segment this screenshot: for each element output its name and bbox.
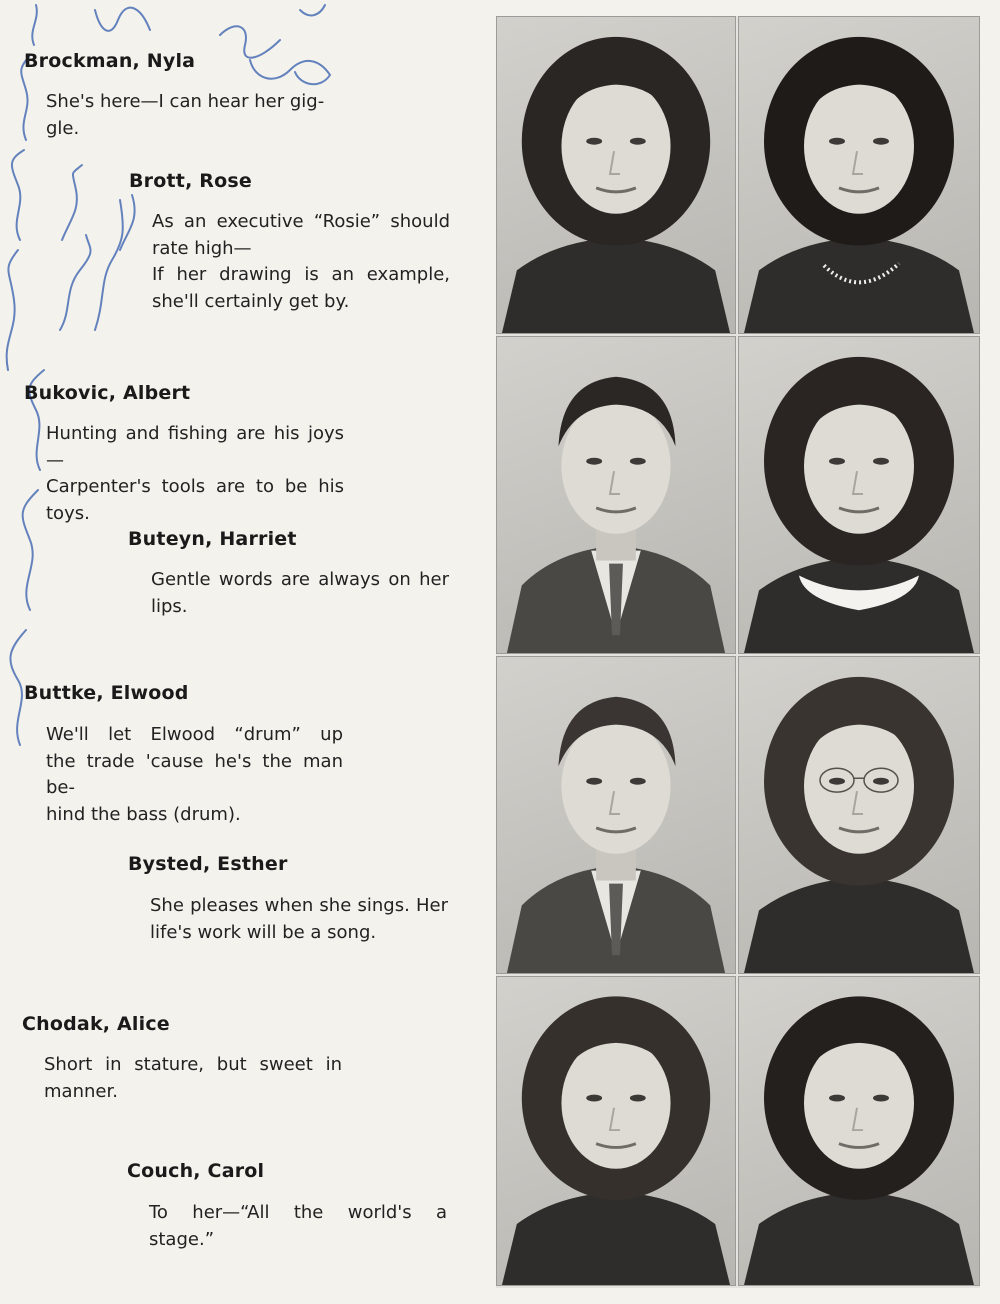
caption-line: she'll certainly get by. [152, 290, 350, 312]
portrait-photo [738, 656, 980, 974]
portrait-photo [496, 976, 736, 1286]
student-caption [46, 89, 346, 142]
caption-line: She pleases when she sings. Her [150, 895, 448, 916]
caption-line: As an executive “Rosie” should [152, 211, 450, 232]
student-caption [149, 1200, 447, 1253]
caption-line: hind the bass (drum). [46, 803, 241, 825]
caption-line: To her—“All the world's a [149, 1202, 447, 1223]
student-name: Buttke, Elwood [24, 682, 189, 704]
student-caption [44, 1052, 342, 1105]
caption-line: Short in stature, but sweet in [44, 1054, 342, 1075]
portrait-grid [496, 16, 980, 1288]
caption-line: stage.” [149, 1228, 215, 1250]
student-caption [152, 209, 450, 315]
student-caption [151, 567, 449, 620]
caption-line: gle. [46, 117, 80, 139]
student-name: Bysted, Esther [128, 853, 288, 875]
student-name: Bukovic, Albert [24, 382, 191, 404]
student-name: Couch, Carol [127, 1160, 265, 1182]
caption-line: life's work will be a song. [150, 921, 377, 943]
portrait-photo [738, 336, 980, 654]
portrait-photo [738, 976, 980, 1286]
portrait-photo [738, 16, 980, 334]
caption-line: rate high— [152, 237, 252, 259]
student-caption [46, 421, 344, 527]
portrait-photo [496, 656, 736, 974]
caption-line: toys. [46, 502, 90, 524]
portrait-photo [496, 16, 736, 334]
student-name: Chodak, Alice [22, 1013, 170, 1035]
caption-line: the trade 'cause he's the man be- [46, 750, 343, 798]
caption-line: manner. [44, 1080, 118, 1102]
student-caption [150, 893, 448, 946]
caption-line: lips. [151, 595, 188, 617]
student-caption [46, 722, 343, 828]
student-name: Buteyn, Harriet [128, 528, 297, 550]
caption-line: She's here—I can hear her gig- [46, 91, 325, 112]
student-name: Brott, Rose [129, 170, 252, 192]
caption-line: Hunting and fishing are his joys— [46, 423, 344, 471]
caption-line: We'll let Elwood “drum” up [46, 724, 343, 745]
caption-line: Carpenter's tools are to be his [46, 476, 344, 497]
caption-line: Gentle words are always on her [151, 569, 449, 590]
caption-line: If her drawing is an example, [152, 264, 450, 285]
student-name: Brockman, Nyla [24, 50, 196, 72]
portrait-photo [496, 336, 736, 654]
